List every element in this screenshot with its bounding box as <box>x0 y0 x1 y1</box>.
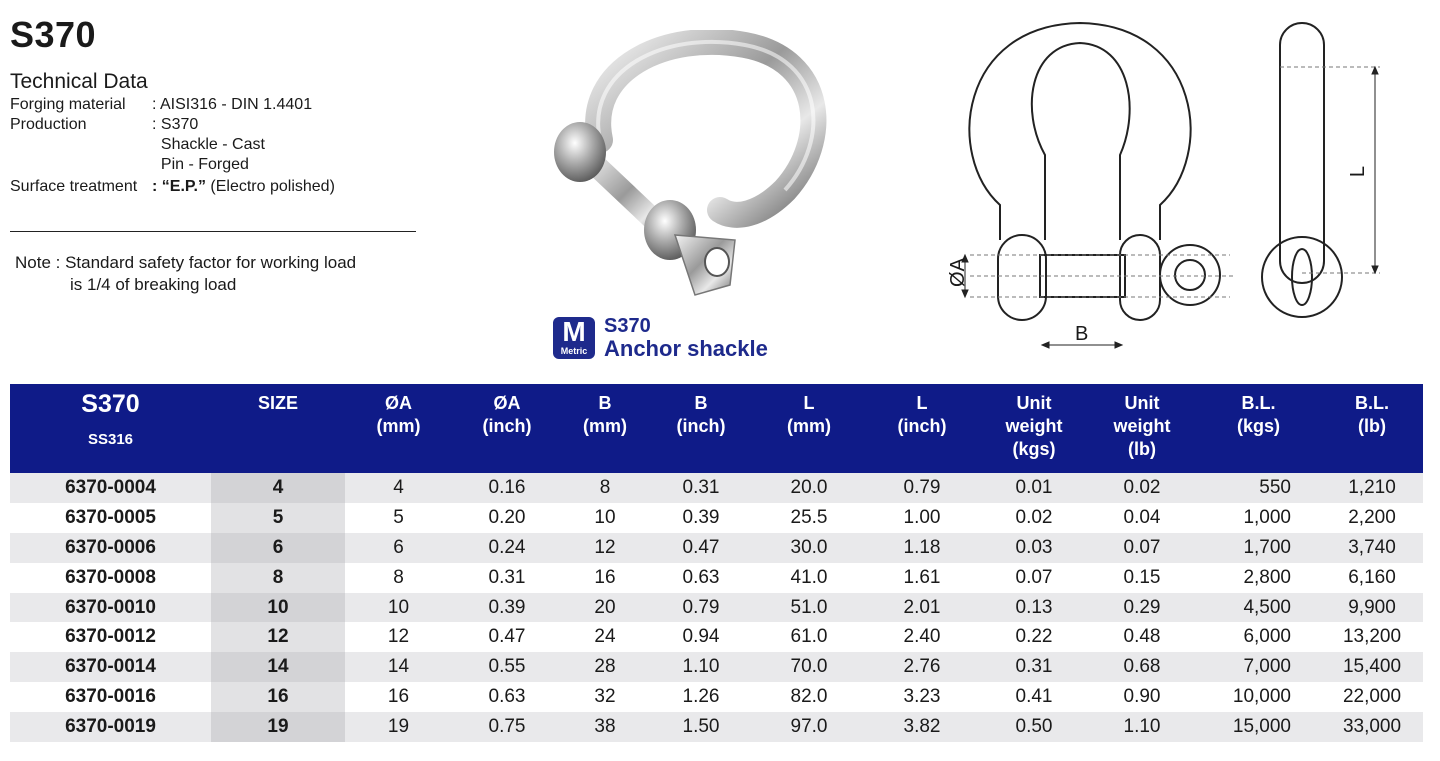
table-body <box>10 473 1423 742</box>
item-code-cell: 6370-0005 <box>10 503 211 533</box>
section-title: Technical Data <box>10 70 148 93</box>
table-cell: 0.47 <box>648 533 754 563</box>
table-cell: 10,000 <box>1196 682 1321 712</box>
table-cell: 30.0 <box>754 533 864 563</box>
table-cell: 0.01 <box>980 473 1088 503</box>
item-code-cell: 6370-0004 <box>10 473 211 503</box>
column-header-line: SIZE <box>257 393 298 413</box>
spec-key: Surface treatment <box>10 178 138 195</box>
column-header-line: B <box>598 393 612 413</box>
spec-value: : S370 <box>152 116 199 133</box>
metric-badge <box>553 317 595 359</box>
spec-value: (Electro polished) <box>205 178 335 195</box>
size-cell: 4 <box>211 473 345 503</box>
column-header-line: (lb) <box>1128 439 1156 459</box>
badge-text: Metric <box>560 346 588 356</box>
table-row <box>10 712 1423 742</box>
table-row <box>10 593 1423 623</box>
column-header <box>864 384 980 473</box>
table-cell: 1,000 <box>1196 503 1321 533</box>
table-cell: 51.0 <box>754 593 864 623</box>
table-cell: 0.07 <box>980 563 1088 593</box>
table-cell: 1.10 <box>648 652 754 682</box>
table-cell: 8 <box>345 563 452 593</box>
table-cell: 1.00 <box>864 503 980 533</box>
size-cell: 10 <box>211 593 345 623</box>
item-code-cell: 6370-0019 <box>10 712 211 742</box>
table-cell: 0.02 <box>1088 473 1196 503</box>
table-cell: 0.13 <box>980 593 1088 623</box>
note-line-2: is 1/4 of breaking load <box>70 275 237 294</box>
table-cell: 16 <box>562 563 648 593</box>
divider <box>10 231 416 232</box>
table-cell: 1,700 <box>1196 533 1321 563</box>
column-header-line: (inch) <box>482 416 532 436</box>
column-header <box>754 384 864 473</box>
table-cell: 0.39 <box>648 503 754 533</box>
table-row <box>10 473 1423 503</box>
table-cell: 0.24 <box>452 533 562 563</box>
spec-key: Production <box>10 116 87 133</box>
table-cell: 1.10 <box>1088 712 1196 742</box>
column-header <box>648 384 754 473</box>
size-cell: 14 <box>211 652 345 682</box>
table-cell: 25.5 <box>754 503 864 533</box>
table-cell: 2,200 <box>1321 503 1423 533</box>
item-code-cell: 6370-0016 <box>10 682 211 712</box>
column-header-line: (lb) <box>1358 416 1386 436</box>
spec-value: Pin - Forged <box>152 156 249 173</box>
table-cell: 19 <box>345 712 452 742</box>
dimension-b-label: B <box>1075 323 1089 345</box>
table-cell: 0.20 <box>452 503 562 533</box>
table-cell: 14 <box>345 652 452 682</box>
product-image <box>545 30 835 310</box>
spec-value-bold: : “E.P.” <box>152 178 206 195</box>
size-cell: 5 <box>211 503 345 533</box>
table-cell: 3.23 <box>864 682 980 712</box>
spec-value: : AISI316 - DIN 1.4401 <box>152 96 313 113</box>
item-code-cell: 6370-0012 <box>10 622 211 652</box>
table-cell: 7,000 <box>1196 652 1321 682</box>
table-cell: 3,740 <box>1321 533 1423 563</box>
table-cell: 0.48 <box>1088 622 1196 652</box>
column-header-line: (kgs) <box>1012 439 1056 459</box>
table-cell: 38 <box>562 712 648 742</box>
table-subtitle: SS316 <box>87 431 134 448</box>
table-cell: 33,000 <box>1321 712 1423 742</box>
dimension-l-label: L <box>1347 165 1370 178</box>
column-header-line: weight <box>1113 416 1171 436</box>
column-header <box>345 384 452 473</box>
table-row <box>10 503 1423 533</box>
table-cell: 15,400 <box>1321 652 1423 682</box>
column-header <box>562 384 648 473</box>
table-cell: 0.07 <box>1088 533 1196 563</box>
table-cell: 0.63 <box>648 563 754 593</box>
size-cell: 16 <box>211 682 345 712</box>
table-cell: 0.29 <box>1088 593 1196 623</box>
page-title: S370 <box>10 14 97 55</box>
column-header <box>211 384 345 473</box>
table-cell: 2.40 <box>864 622 980 652</box>
column-header <box>1196 384 1321 473</box>
table-cell: 1.26 <box>648 682 754 712</box>
table-cell: 13,200 <box>1321 622 1423 652</box>
column-header-line: L <box>803 393 815 413</box>
table-cell: 6 <box>345 533 452 563</box>
table-cell: 28 <box>562 652 648 682</box>
table-cell: 0.75 <box>452 712 562 742</box>
column-header <box>980 384 1088 473</box>
spec-value-group <box>152 177 335 197</box>
table-cell: 0.39 <box>452 593 562 623</box>
table-cell: 1.50 <box>648 712 754 742</box>
table-header-row <box>10 384 1423 473</box>
size-cell: 8 <box>211 563 345 593</box>
column-header-line: (mm) <box>583 416 627 436</box>
table-cell: 0.31 <box>980 652 1088 682</box>
column-header-line: Unit <box>1016 393 1052 413</box>
table-cell: 70.0 <box>754 652 864 682</box>
table-cell: 20.0 <box>754 473 864 503</box>
column-header-line: B.L. <box>1355 393 1389 413</box>
column-header-line: B.L. <box>1241 393 1276 413</box>
column-header-line: Unit <box>1124 393 1160 413</box>
table-cell: 97.0 <box>754 712 864 742</box>
table-cell: 4,500 <box>1196 593 1321 623</box>
note-line-1: Note : Standard safety factor for working load <box>15 253 357 272</box>
column-header-line: (mm) <box>376 416 421 436</box>
table-cell: 0.16 <box>452 473 562 503</box>
table-cell: 2.76 <box>864 652 980 682</box>
table-cell: 24 <box>562 622 648 652</box>
table-cell: 0.22 <box>980 622 1088 652</box>
table-cell: 0.04 <box>1088 503 1196 533</box>
size-cell: 19 <box>211 712 345 742</box>
spec-key: Forging material <box>10 96 126 113</box>
table-cell: 15,000 <box>1196 712 1321 742</box>
table-cell: 9,900 <box>1321 593 1423 623</box>
table-cell: 20 <box>562 593 648 623</box>
table-row <box>10 682 1423 712</box>
table-cell: 5 <box>345 503 452 533</box>
table-row <box>10 622 1423 652</box>
dimension-a-label: ØA <box>946 258 969 287</box>
table-cell: 0.41 <box>980 682 1088 712</box>
table-cell: 0.55 <box>452 652 562 682</box>
table-cell: 61.0 <box>754 622 864 652</box>
item-code-cell: 6370-0010 <box>10 593 211 623</box>
spec-table <box>10 384 1423 742</box>
column-header-line: ØA <box>385 393 412 413</box>
table-cell: 6,000 <box>1196 622 1321 652</box>
table-cell: 32 <box>562 682 648 712</box>
table-cell: 10 <box>562 503 648 533</box>
table-cell: 0.79 <box>864 473 980 503</box>
table-cell: 0.94 <box>648 622 754 652</box>
item-code-cell: 6370-0008 <box>10 563 211 593</box>
column-header <box>1088 384 1196 473</box>
table-title-cell <box>10 384 211 473</box>
table-cell: 2,800 <box>1196 563 1321 593</box>
column-header-line: L <box>916 393 928 413</box>
column-header-line: weight <box>1005 416 1063 436</box>
table-cell: 0.31 <box>452 563 562 593</box>
table-cell: 2.01 <box>864 593 980 623</box>
product-code: S370 <box>604 315 651 337</box>
table-cell: 41.0 <box>754 563 864 593</box>
table-cell: 0.63 <box>452 682 562 712</box>
table-cell: 1.18 <box>864 533 980 563</box>
column-header <box>452 384 562 473</box>
table-cell: 22,000 <box>1321 682 1423 712</box>
table-cell: 12 <box>562 533 648 563</box>
table-cell: 550 <box>1196 473 1321 503</box>
table-cell: 12 <box>345 622 452 652</box>
table-cell: 1,210 <box>1321 473 1423 503</box>
column-header-line: ØA <box>493 393 521 413</box>
column-header-line: (inch) <box>676 416 726 436</box>
table-cell: 82.0 <box>754 682 864 712</box>
table-title: S370 <box>81 390 140 418</box>
table-cell: 0.68 <box>1088 652 1196 682</box>
table-cell: 0.15 <box>1088 563 1196 593</box>
table-row <box>10 563 1423 593</box>
table-cell: 10 <box>345 593 452 623</box>
table-row <box>10 533 1423 563</box>
table-cell: 0.31 <box>648 473 754 503</box>
item-code-cell: 6370-0006 <box>10 533 211 563</box>
table-row <box>10 652 1423 682</box>
column-header-line: (kgs) <box>1236 416 1280 436</box>
spec-value: Shackle - Cast <box>152 136 265 153</box>
table-cell: 0.02 <box>980 503 1088 533</box>
table-cell: 0.47 <box>452 622 562 652</box>
table-cell: 6,160 <box>1321 563 1423 593</box>
table-cell: 0.79 <box>648 593 754 623</box>
table-cell: 0.03 <box>980 533 1088 563</box>
table-cell: 0.50 <box>980 712 1088 742</box>
table-cell: 3.82 <box>864 712 980 742</box>
table-cell: 0.90 <box>1088 682 1196 712</box>
table-cell: 8 <box>562 473 648 503</box>
item-code-cell: 6370-0014 <box>10 652 211 682</box>
column-header-line: (inch) <box>897 416 947 436</box>
table-cell: 1.61 <box>864 563 980 593</box>
column-header <box>1321 384 1423 473</box>
column-header-line: B <box>694 393 708 413</box>
badge-letter: M <box>562 316 586 347</box>
size-cell: 12 <box>211 622 345 652</box>
table-cell: 16 <box>345 682 452 712</box>
column-header-line: (mm) <box>787 416 831 436</box>
technical-drawing <box>930 15 1410 360</box>
size-cell: 6 <box>211 533 345 563</box>
product-name: Anchor shackle <box>604 336 768 361</box>
table-cell: 4 <box>345 473 452 503</box>
